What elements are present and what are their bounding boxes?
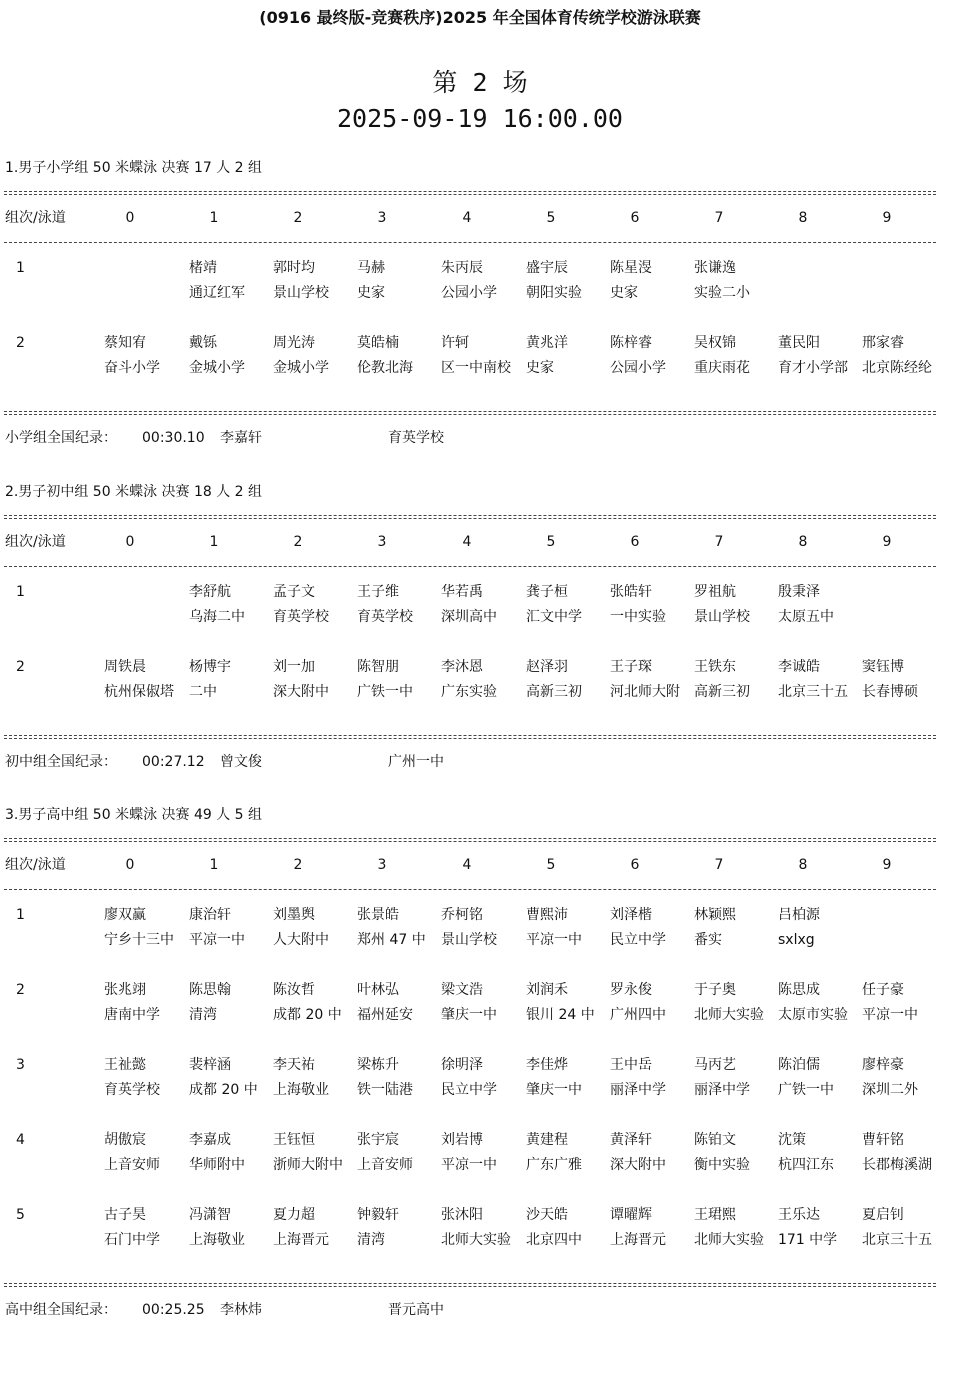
lane-number: 4 (462, 210, 472, 226)
swimmer-name: 王子琛 (610, 659, 652, 675)
swimmer-name: 张沐阳 (441, 1207, 483, 1223)
school-name: 人大附中 (273, 932, 329, 948)
school-name: 广州四中 (610, 1007, 666, 1023)
session-title: 第 2 场 (432, 68, 528, 97)
lane-number: 6 (630, 210, 640, 226)
swimmer-name: 董民阳 (778, 335, 820, 351)
school-name: 平凉一中 (862, 1007, 918, 1023)
school-name: 公园小学 (610, 360, 666, 376)
school-name: 郑州 47 中 (357, 932, 426, 948)
lane-number: 2 (293, 210, 303, 226)
school-name: 太原五中 (778, 609, 834, 625)
school-name: 番实 (694, 932, 722, 948)
swimmer-name: 郭时均 (273, 260, 315, 276)
swimmer-name: 黄泽轩 (610, 1132, 652, 1148)
school-name: 伦教北海 (357, 360, 413, 376)
swimmer-name: 杨博宇 (189, 659, 231, 675)
school-name: 杭州保俶塔 (104, 684, 174, 700)
school-name: 史家 (526, 360, 554, 376)
school-name: 171 中学 (778, 1232, 838, 1248)
event-caption: 3.男子高中组 50 米蝶泳 决赛 49 人 5 组 (5, 807, 263, 823)
school-name: 北师大实验 (694, 1232, 764, 1248)
swimmer-name: 殷秉泽 (778, 584, 820, 600)
single-rule (4, 566, 936, 567)
lane-number: 8 (798, 210, 808, 226)
school-name: 景山学校 (441, 932, 497, 948)
school-name: 通辽红军 (189, 285, 245, 301)
school-name: 广东实验 (441, 684, 497, 700)
swimmer-name: 王珺熙 (694, 1207, 736, 1223)
swimmer-name: 华若禹 (441, 584, 483, 600)
swimmer-name: 梁文浩 (441, 982, 483, 998)
school-name: 深大附中 (610, 1157, 666, 1173)
lane-number: 6 (630, 857, 640, 873)
swimmer-name: 曹熙沛 (526, 907, 568, 923)
swimmer-name: 康治轩 (189, 907, 231, 923)
school-name: 奋斗小学 (104, 360, 160, 376)
school-name: 上海敬业 (273, 1082, 329, 1098)
swimmer-name: 廖双赢 (104, 907, 146, 923)
double-rule (4, 1283, 936, 1287)
swimmer-name: 罗祖航 (694, 584, 736, 600)
lane-number: 0 (125, 857, 135, 873)
school-name: 金城小学 (273, 360, 329, 376)
school-name: 唐南中学 (104, 1007, 160, 1023)
school-name: 石门中学 (104, 1232, 160, 1248)
school-name: 育英学校 (104, 1082, 160, 1098)
school-name: 朝阳实验 (526, 285, 582, 301)
swimmer-name: 曹轩铭 (862, 1132, 904, 1148)
record-time: 00:30.10 (142, 430, 205, 446)
swimmer-name: 邢家睿 (862, 335, 904, 351)
school-name: 深圳高中 (441, 609, 497, 625)
double-rule (4, 838, 936, 842)
school-name: 二中 (189, 684, 217, 700)
school-name: 北京四中 (526, 1232, 582, 1248)
school-name: 太原市实验 (778, 1007, 848, 1023)
school-name: 成都 20 中 (273, 1007, 342, 1023)
swimmer-name: 张景皓 (357, 907, 399, 923)
school-name: 清湾 (357, 1232, 385, 1248)
school-name: 北京陈经纶 (862, 360, 932, 376)
swimmer-name: 窦钰博 (862, 659, 904, 675)
school-name: 北师大实验 (694, 1007, 764, 1023)
school-name: 北京三十五 (862, 1232, 932, 1248)
school-name: 一中实验 (610, 609, 666, 625)
swimmer-name: 李佳烨 (526, 1057, 568, 1073)
lane-number: 5 (546, 534, 556, 550)
swimmer-name: 龚子桓 (526, 584, 568, 600)
lane-number: 7 (714, 534, 724, 550)
lane-number: 9 (882, 857, 892, 873)
record-label: 小学组全国纪录： (5, 430, 117, 446)
heat-number: 3 (16, 1057, 25, 1073)
school-name: 铁一陆港 (357, 1082, 413, 1098)
school-name: 长郡梅溪湖 (862, 1157, 932, 1173)
school-name: 福州延安 (357, 1007, 413, 1023)
school-name: 长春博硕 (862, 684, 918, 700)
school-name: 北京三十五 (778, 684, 848, 700)
school-name: 成都 20 中 (189, 1082, 258, 1098)
school-name: 育英学校 (273, 609, 329, 625)
lane-number: 1 (209, 857, 219, 873)
swimmer-name: 马丙艺 (694, 1057, 736, 1073)
school-name: 上音安师 (104, 1157, 160, 1173)
swimmer-name: 王铁东 (694, 659, 736, 675)
swimmer-name: 胡傲宸 (104, 1132, 146, 1148)
school-name: 上海晋元 (273, 1232, 329, 1248)
lane-number: 1 (209, 534, 219, 550)
lane-number: 0 (125, 534, 135, 550)
school-name: 丽泽中学 (694, 1082, 750, 1098)
heat-number: 1 (16, 260, 25, 276)
record-time: 00:25.25 (142, 1302, 205, 1318)
heat-number: 1 (16, 907, 25, 923)
lane-number: 7 (714, 857, 724, 873)
document-title: (0916 最终版-竞赛秩序)2025 年全国体育传统学校游泳联赛 (259, 8, 701, 27)
swimmer-name: 陈梓睿 (610, 335, 652, 351)
swimmer-name: 王子维 (357, 584, 399, 600)
lane-number: 3 (377, 210, 387, 226)
swimmer-name: 莫皓楠 (357, 335, 399, 351)
swimmer-name: 裴梓涵 (189, 1057, 231, 1073)
swimmer-name: 孟子文 (273, 584, 315, 600)
swimmer-name: 李天祐 (273, 1057, 315, 1073)
swimmer-name: 钟毅轩 (357, 1207, 399, 1223)
swimmer-name: 廖梓豪 (862, 1057, 904, 1073)
school-name: 肇庆一中 (441, 1007, 497, 1023)
single-rule (4, 242, 936, 243)
swimmer-name: 夏力超 (273, 1207, 315, 1223)
school-name: 银川 24 中 (526, 1007, 595, 1023)
school-name: 育才小学部 (778, 360, 848, 376)
swimmer-name: 张皓轩 (610, 584, 652, 600)
school-name: 公园小学 (441, 285, 497, 301)
lane-header-label: 组次/泳道 (5, 534, 66, 550)
swimmer-name: 叶林弘 (357, 982, 399, 998)
school-name: 区一中南校 (441, 360, 511, 376)
school-name: 北师大实验 (441, 1232, 511, 1248)
school-name: 景山学校 (694, 609, 750, 625)
school-name: sxlxg (778, 932, 815, 948)
school-name: 平凉一中 (189, 932, 245, 948)
heat-number: 5 (16, 1207, 25, 1223)
school-name: 史家 (357, 285, 385, 301)
school-name: 浙师大附中 (273, 1157, 343, 1173)
swimmer-name: 徐明泽 (441, 1057, 483, 1073)
double-rule (4, 735, 936, 739)
swimmer-name: 任子豪 (862, 982, 904, 998)
session-datetime: 2025-09-19 16:00.00 (337, 104, 623, 133)
record-school: 广州一中 (388, 754, 444, 770)
school-name: 平凉一中 (441, 1157, 497, 1173)
school-name: 衡中实验 (694, 1157, 750, 1173)
swimmer-name: 黄兆洋 (526, 335, 568, 351)
school-name: 实验二小 (694, 285, 750, 301)
swimmer-name: 吴权锦 (694, 335, 736, 351)
swimmer-name: 盛宇辰 (526, 260, 568, 276)
school-name: 华师附中 (189, 1157, 245, 1173)
swimmer-name: 周铁晨 (104, 659, 146, 675)
school-name: 丽泽中学 (610, 1082, 666, 1098)
lane-number: 8 (798, 534, 808, 550)
school-name: 高新三初 (694, 684, 750, 700)
swimmer-name: 李舒航 (189, 584, 231, 600)
lane-number: 5 (546, 210, 556, 226)
heat-number: 1 (16, 584, 25, 600)
swimmer-name: 张谦逸 (694, 260, 736, 276)
swimmer-name: 赵泽羽 (526, 659, 568, 675)
lane-number: 3 (377, 534, 387, 550)
school-name: 景山学校 (273, 285, 329, 301)
school-name: 河北师大附 (610, 684, 680, 700)
school-name: 宁乡十三中 (104, 932, 174, 948)
heat-number: 4 (16, 1132, 25, 1148)
swimmer-name: 李嘉成 (189, 1132, 231, 1148)
lane-number: 0 (125, 210, 135, 226)
swimmer-name: 许轲 (441, 335, 469, 351)
school-name: 育英学校 (357, 609, 413, 625)
swimmer-name: 黄建程 (526, 1132, 568, 1148)
swimmer-name: 陈智朋 (357, 659, 399, 675)
swimmer-name: 刘墨舆 (273, 907, 315, 923)
swimmer-name: 陈汝哲 (273, 982, 315, 998)
swimmer-name: 陈铂文 (694, 1132, 736, 1148)
lane-number: 9 (882, 210, 892, 226)
heat-number: 2 (16, 982, 25, 998)
lane-number: 4 (462, 534, 472, 550)
school-name: 史家 (610, 285, 638, 301)
swimmer-name: 林颖熙 (694, 907, 736, 923)
school-name: 清湾 (189, 1007, 217, 1023)
swimmer-name: 夏启钊 (862, 1207, 904, 1223)
swimmer-name: 刘岩博 (441, 1132, 483, 1148)
school-name: 重庆雨花 (694, 360, 750, 376)
swimmer-name: 李沐恩 (441, 659, 483, 675)
double-rule (4, 515, 936, 519)
lane-number: 8 (798, 857, 808, 873)
swimmer-name: 楮靖 (189, 260, 217, 276)
school-name: 汇文中学 (526, 609, 582, 625)
swimmer-name: 陈星渂 (610, 260, 652, 276)
school-name: 上海敬业 (189, 1232, 245, 1248)
school-name: 平凉一中 (526, 932, 582, 948)
school-name: 广铁一中 (778, 1082, 834, 1098)
swimmer-name: 陈泊儒 (778, 1057, 820, 1073)
swimmer-name: 王中岳 (610, 1057, 652, 1073)
swimmer-name: 乔柯铭 (441, 907, 483, 923)
school-name: 杭四江东 (778, 1157, 834, 1173)
swimmer-name: 沙天皓 (526, 1207, 568, 1223)
lane-number: 1 (209, 210, 219, 226)
lane-header-label: 组次/泳道 (5, 210, 66, 226)
record-school: 育英学校 (388, 430, 444, 446)
school-name: 金城小学 (189, 360, 245, 376)
swimmer-name: 陈思翰 (189, 982, 231, 998)
swimmer-name: 古子昊 (104, 1207, 146, 1223)
heat-number: 2 (16, 335, 25, 351)
record-holder: 曾文俊 (220, 754, 262, 770)
swimmer-name: 刘一加 (273, 659, 315, 675)
school-name: 上音安师 (357, 1157, 413, 1173)
double-rule (4, 191, 936, 195)
swimmer-name: 罗永俊 (610, 982, 652, 998)
record-holder: 李林炜 (220, 1302, 262, 1318)
school-name: 民立中学 (441, 1082, 497, 1098)
swimmer-name: 谭曜辉 (610, 1207, 652, 1223)
record-label: 初中组全国纪录： (5, 754, 117, 770)
school-name: 乌海二中 (189, 609, 245, 625)
record-time: 00:27.12 (142, 754, 205, 770)
school-name: 民立中学 (610, 932, 666, 948)
lane-number: 5 (546, 857, 556, 873)
event-caption: 1.男子小学组 50 米蝶泳 决赛 17 人 2 组 (5, 160, 263, 176)
lane-header-label: 组次/泳道 (5, 857, 66, 873)
swimmer-name: 王祉懿 (104, 1057, 146, 1073)
swimmer-name: 张兆翊 (104, 982, 146, 998)
swimmer-name: 李诚皓 (778, 659, 820, 675)
record-school: 晋元高中 (388, 1302, 444, 1318)
heat-number: 2 (16, 659, 25, 675)
record-holder: 李嘉轩 (220, 430, 262, 446)
swimmer-name: 刘泽楷 (610, 907, 652, 923)
swimmer-name: 吕柏源 (778, 907, 820, 923)
school-name: 肇庆一中 (526, 1082, 582, 1098)
lane-number: 3 (377, 857, 387, 873)
lane-number: 2 (293, 534, 303, 550)
school-name: 广东广雅 (526, 1157, 582, 1173)
lane-number: 6 (630, 534, 640, 550)
swimmer-name: 于子奥 (694, 982, 736, 998)
swimmer-name: 戴铄 (189, 335, 217, 351)
swimmer-name: 周光涛 (273, 335, 315, 351)
swimmer-name: 张宇宸 (357, 1132, 399, 1148)
school-name: 深圳二外 (862, 1082, 918, 1098)
swimmer-name: 王钰恒 (273, 1132, 315, 1148)
swimmer-name: 朱丙辰 (441, 260, 483, 276)
school-name: 广铁一中 (357, 684, 413, 700)
swimmer-name: 马赫 (357, 260, 385, 276)
swimmer-name: 陈思成 (778, 982, 820, 998)
swimmer-name: 刘润禾 (526, 982, 568, 998)
lane-number: 9 (882, 534, 892, 550)
single-rule (4, 889, 936, 890)
lane-number: 2 (293, 857, 303, 873)
swimmer-name: 沈策 (778, 1132, 806, 1148)
swimmer-name: 梁栋升 (357, 1057, 399, 1073)
event-caption: 2.男子初中组 50 米蝶泳 决赛 18 人 2 组 (5, 484, 263, 500)
swimmer-name: 蔡知宥 (104, 335, 146, 351)
swimmer-name: 王乐达 (778, 1207, 820, 1223)
record-label: 高中组全国纪录： (5, 1302, 117, 1318)
school-name: 高新三初 (526, 684, 582, 700)
lane-number: 4 (462, 857, 472, 873)
lane-number: 7 (714, 210, 724, 226)
swimmer-name: 冯潇智 (189, 1207, 231, 1223)
school-name: 上海晋元 (610, 1232, 666, 1248)
double-rule (4, 411, 936, 415)
school-name: 深大附中 (273, 684, 329, 700)
